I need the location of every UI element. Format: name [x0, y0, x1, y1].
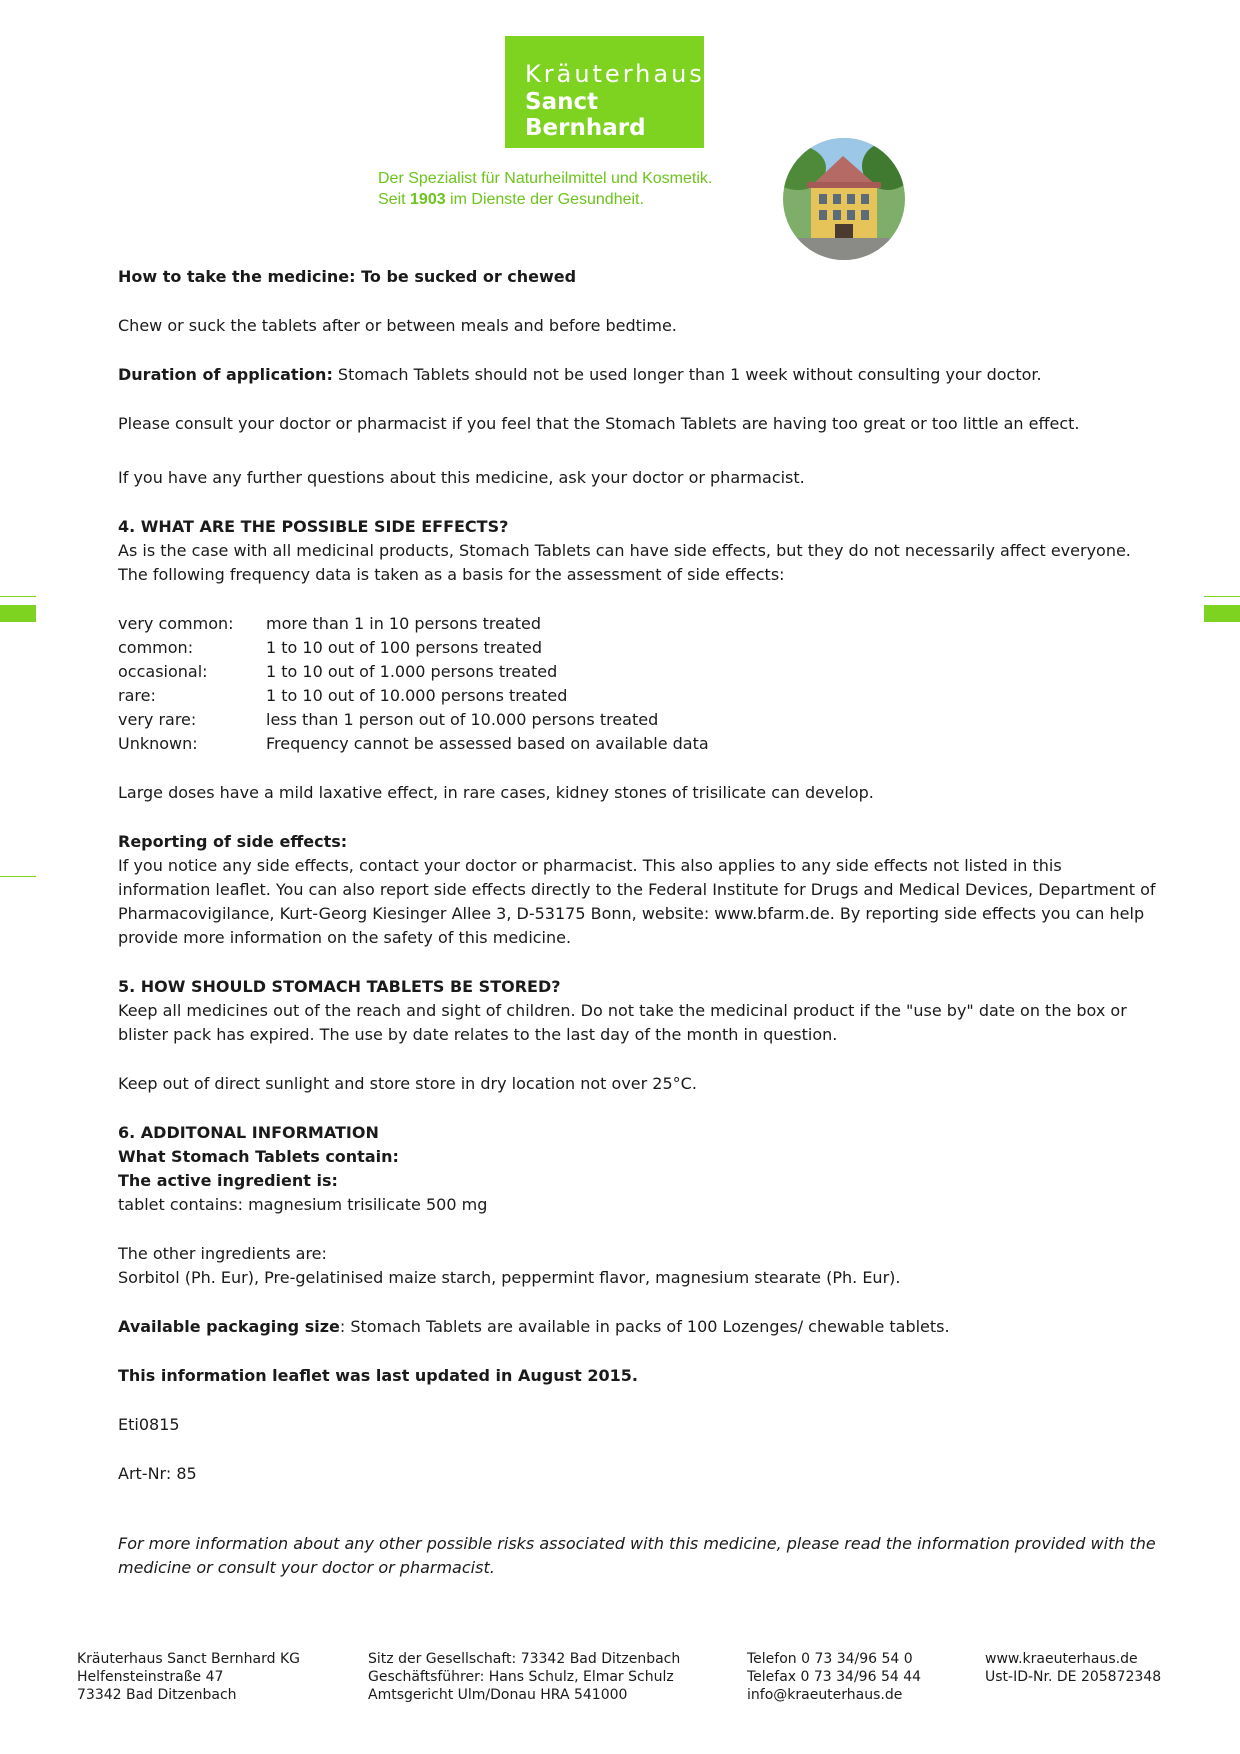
fold-mark-left-block: [0, 605, 36, 622]
other-text: Sorbitol (Ph. Eur), Pre-gelatinised maize starch, peppermint flavor, magnesium stearate (Ph. Eur).: [118, 1268, 901, 1287]
art-nr: Art-Nr: 85: [118, 1464, 197, 1483]
brand-logo: [505, 36, 704, 148]
footer-website-link[interactable]: www.kraeuterhaus.de: [985, 1651, 1138, 1667]
frequency-row: [118, 684, 1158, 708]
frequency-term: Unknown:: [118, 734, 198, 753]
large-doses-text: Large doses have a mild laxative effect, in rare cases, kidney stones of trisilicate can develop.: [118, 783, 874, 802]
frequency-desc: less than 1 person out of 10.000 persons treated: [266, 710, 659, 729]
logo-line-1: Kräuterhaus: [525, 60, 705, 88]
frequency-desc: 1 to 10 out of 1.000 persons treated: [266, 662, 558, 681]
frequency-term: occasional:: [118, 662, 208, 681]
fold-mark-left-lower: [0, 876, 36, 877]
tagline-post: im Dienste der Gesundheit.: [445, 191, 644, 208]
updated-text: This information leaflet was last updated in August 2015.: [118, 1366, 638, 1385]
footer-contact: [747, 1650, 921, 1704]
footer-company-line: Kräuterhaus Sanct Bernhard KG: [77, 1651, 300, 1667]
duration-text: Stomach Tablets should not be used longer than 1 week without consulting your doctor.: [332, 365, 1042, 384]
frequency-table: [118, 612, 1158, 756]
frequency-term: very common:: [118, 614, 234, 633]
how-to-heading: How to take the medicine: To be sucked or chewed: [118, 267, 577, 286]
frequency-desc: Frequency cannot be assessed based on available data: [266, 734, 709, 753]
fold-mark-right-line: [1204, 596, 1240, 597]
consult-text: Please consult your doctor or pharmacist if you feel that the Stomach Tablets are having too great or too little an effect.: [118, 414, 1080, 433]
side-effects-heading: 4. WHAT ARE THE POSSIBLE SIDE EFFECTS?: [118, 517, 509, 536]
reporting-heading: Reporting of side effects:: [118, 832, 348, 851]
footer-legal: [368, 1650, 680, 1704]
brand-tagline: [378, 168, 712, 210]
frequency-row: [118, 732, 1158, 756]
footer-fax: Telefax 0 73 34/96 54 44: [747, 1669, 922, 1685]
active-heading: The active ingredient is:: [118, 1171, 338, 1190]
active-text: tablet contains: magnesium trisilicate 500 mg: [118, 1195, 488, 1214]
additional-heading: 6. ADDITONAL INFORMATION: [118, 1123, 379, 1142]
storage-text: Keep all medicines out of the reach and sight of children. Do not take the medicinal product if the "use by" date on the box or blister pack has expired. The use by date relates to the last day of the month in question.: [118, 1001, 1127, 1044]
tagline-line-1: Der Spezialist für Naturheilmittel und Kosmetik.: [378, 170, 713, 187]
footer-email-link[interactable]: info@kraeuterhaus.de: [747, 1687, 903, 1703]
frequency-row: [118, 612, 1158, 636]
frequency-term: rare:: [118, 686, 156, 705]
side-effects-intro: As is the case with all medicinal products, Stomach Tablets can have side effects, but they do not necessarily affect everyone. The following frequency data is taken as a basis for the assessment of side effects:: [118, 541, 1131, 584]
frequency-term: common:: [118, 638, 194, 657]
footer-company: [77, 1650, 300, 1704]
duration-label: Duration of application:: [118, 365, 333, 384]
frequency-desc: 1 to 10 out of 10.000 persons treated: [266, 686, 568, 705]
frequency-desc: 1 to 10 out of 100 persons treated: [266, 638, 542, 657]
footer-legal-line: Geschäftsführer: Hans Schulz, Elmar Schulz: [368, 1669, 674, 1685]
packaging-label: Available packaging size: [118, 1317, 340, 1336]
leaflet-content: [118, 265, 1158, 1580]
tagline-line-2: [378, 189, 712, 210]
how-to-text: Chew or suck the tablets after or between meals and before bedtime.: [118, 316, 677, 335]
tagline-year: 1903: [410, 191, 446, 208]
fold-mark-right-block: [1204, 605, 1240, 622]
storage-heading: 5. HOW SHOULD STOMACH TABLETS BE STORED?: [118, 977, 561, 996]
frequency-row: [118, 660, 1158, 684]
other-heading: The other ingredients are:: [118, 1244, 327, 1263]
footer-web: [985, 1650, 1161, 1686]
frequency-row: [118, 636, 1158, 660]
fold-mark-left-line: [0, 596, 36, 597]
tagline-pre: Seit: [378, 191, 411, 208]
footer-vat-id: Ust-ID-Nr. DE 205872348: [985, 1669, 1162, 1685]
footer-legal-line: Amtsgericht Ulm/Donau HRA 541000: [368, 1687, 628, 1703]
footer-phone: Telefon 0 73 34/96 54 0: [747, 1651, 913, 1667]
contain-heading: What Stomach Tablets contain:: [118, 1147, 399, 1166]
footer-company-line: Helfensteinstraße 47: [77, 1669, 224, 1685]
packaging-text: : Stomach Tablets are available in packs of 100 Lozenges/ chewable tablets.: [339, 1317, 950, 1336]
frequency-desc: more than 1 in 10 persons treated: [266, 614, 542, 633]
packaging-paragraph: [118, 1315, 1158, 1339]
building-photo-image: [783, 138, 905, 260]
footer-company-line: 73342 Bad Ditzenbach: [77, 1687, 237, 1703]
more-info-text: For more information about any other possible risks associated with this medicine, please read the information provided with the medicine or consult your doctor or pharmacist.: [118, 1534, 1156, 1577]
questions-text: If you have any further questions about this medicine, ask your doctor or pharmacist.: [118, 468, 805, 487]
building-photo: [783, 138, 905, 260]
frequency-term: very rare:: [118, 710, 197, 729]
footer-legal-line: Sitz der Gesellschaft: 73342 Bad Ditzenbach: [368, 1651, 681, 1667]
frequency-row: [118, 708, 1158, 732]
logo-line-2: Sanct Bernhard: [525, 89, 646, 141]
sunlight-text: Keep out of direct sunlight and store store in dry location not over 25°C.: [118, 1074, 697, 1093]
reporting-text: If you notice any side effects, contact your doctor or pharmacist. This also applies to any side effects not listed in this information leaflet. You can also report side effects directly to the Federal Institute for Drugs and Medical Devices, Department of Pharmacovigilance, Kurt-Georg Kiesinger Allee 3, D-53175 Bonn, website: www.bfarm.de. By reporting side effects you can help provide more information on the safety of this medicine.: [118, 856, 1156, 947]
duration-paragraph: [118, 363, 1158, 387]
eti-code: Eti0815: [118, 1415, 180, 1434]
